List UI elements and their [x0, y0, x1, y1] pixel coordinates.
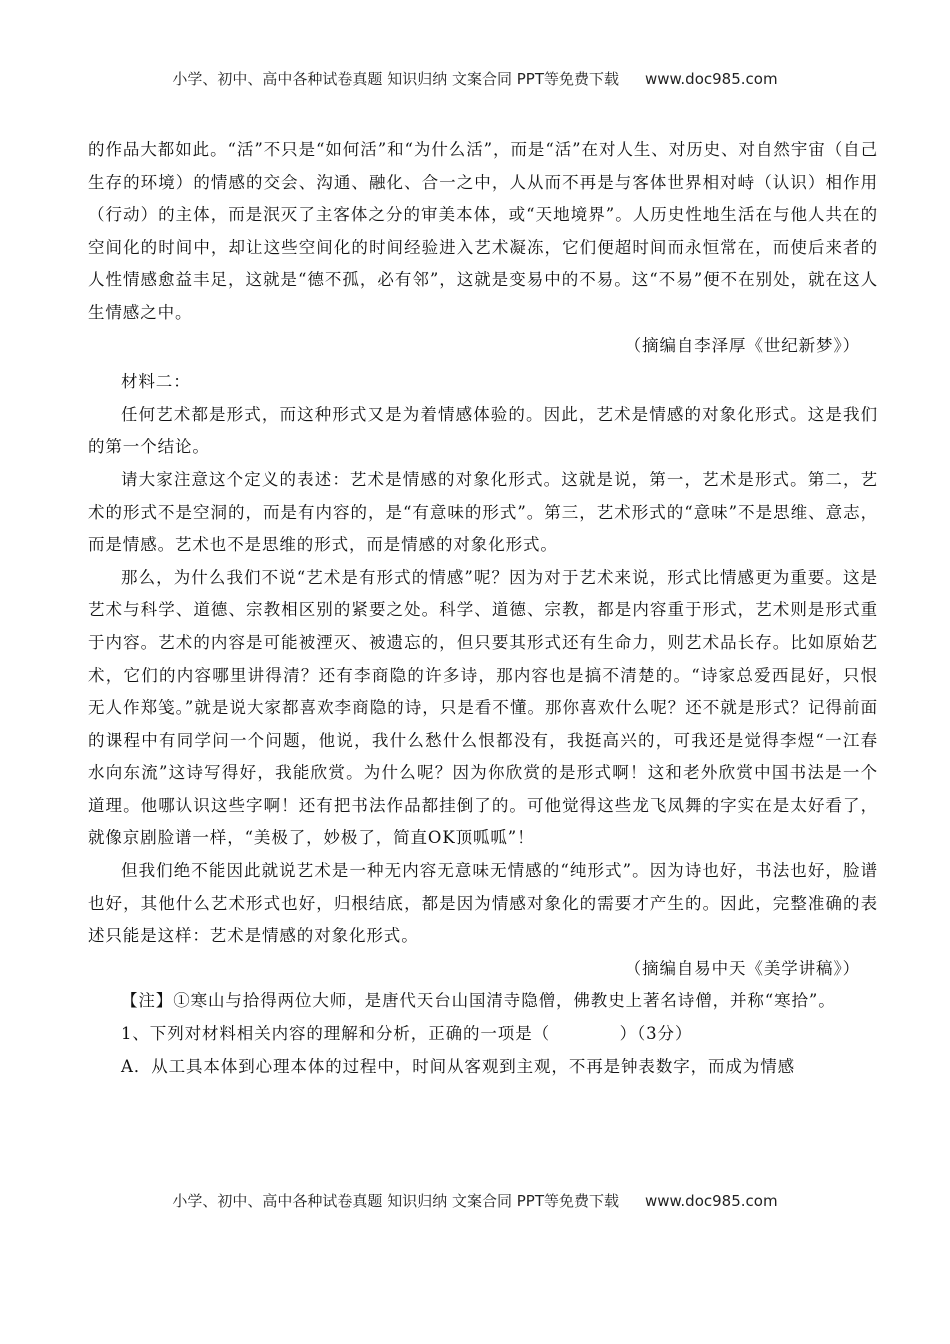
header-text: 小学、初中、高中各种试卷真题 知识归纳 文案合同 PPT等免费下载	[172, 70, 619, 88]
page-header	[0, 68, 950, 89]
material2-paragraph: 任何艺术都是形式，而这种形式又是为着情感体验的。因此，艺术是情感的对象化形式。这是我们的第一个结论。	[88, 404, 878, 457]
material1-source: （摘编自李泽厚《世纪新梦》）	[624, 335, 860, 355]
material2-paragraph: 那么，为什么我们不说“艺术是有形式的情感”呢？因为对于艺术来说，形式比情感更为重要。这是艺术与科学、道德、宗教相区别的紧要之处。科学、道德、宗教，都是内容重于形式，艺术则是形式重于内容。艺术的内容是可能被湮灭、被遗忘的，但只要其形式还有生命力，则艺术品长存。比如原始艺术，它们的内容哪里讲得清？还有李商隐的许多诗，那内容也是搞不清楚的。“诗家总爱西昆好，只恨无人作郑笺。”就是说大家都喜欢李商隐的诗，只是看不懂。那你喜欢什么呢？还不就是形式？记得前面的课程中有同学问一个问题，他说，我什么愁什么恨都没有，我挺高兴的，可我还是觉得李煜“一江春水向东流”这诗写得好，我能欣赏。为什么呢？因为你欣赏的是形式啊！这和老外欣赏中国书法是一个道理。他哪认识这些字啊！还有把书法作品都挂倒了的。可他觉得这些龙飞凤舞的字实在是太好看了，就像京剧脸谱一样，“美极了，妙极了，简直OK顶呱呱”！	[88, 567, 878, 848]
material2-paragraph: 但我们绝不能因此就说艺术是一种无内容无意味无情感的“纯形式”。因为诗也好，书法也好，脸谱也好，其他什么艺术形式也好，归根结底，都是因为情感对象化的需要才产生的。因此，完整准确的表述只能是这样：艺术是情感的对象化形式。	[88, 861, 878, 946]
document-body	[88, 134, 878, 1083]
material2-paragraph: 请大家注意这个定义的表述：艺术是情感的对象化形式。这就是说，第一，艺术是形式。第二，艺术的形式不是空洞的，而是有内容的，是“有意味的形式”。第三，艺术形式的“意味”不是思维、意志，而是情感。艺术也不是思维的形式，而是情感的对象化形式。	[88, 469, 878, 555]
header-site[interactable]: www.doc985.com	[644, 70, 778, 88]
footer-site[interactable]: www.doc985.com	[644, 1192, 778, 1210]
material2-heading: 材料二：	[121, 372, 191, 392]
note: 【注】①寒山与拾得两位大师，是唐代天台山国清寺隐僧，佛教史上著名诗僧，并称“寒拾”。	[121, 991, 836, 1011]
footer-text: 小学、初中、高中各种试卷真题 知识归纳 文案合同 PPT等免费下载	[172, 1192, 619, 1210]
page-footer	[0, 1190, 950, 1211]
material1-paragraph: 的作品大都如此。“活”不只是“如何活”和“为什么活”，而是“活”在对人生、对历史、对自然宇宙（自己生存的环境）的情感的交会、沟通、融化、合一之中，人从而不再是与客体世界相对峙（认识）相作用（行动）的主体，而是泯灭了主客体之分的审美本体，或“天地境界”。人历史性地生活在与他人共在的空间化的时间中，却让这些空间化的时间经验进入艺术凝冻，它们便超时间而永恒常在，而使后来者的人性情感愈益丰足，这就是“德不孤，必有邻”，这就是变易中的不易。这“不易”便不在别处，就在这人生情感之中。	[88, 140, 878, 322]
material2-source: （摘编自易中天《美学讲稿》）	[624, 958, 860, 978]
question1-option-a: A．从工具本体到心理本体的过程中，时间从客观到主观，不再是钟表数字，而成为情感	[121, 1056, 796, 1076]
question1-stem: 1、下列对材料相关内容的理解和分析，正确的一项是（ ）（3分）	[121, 1024, 693, 1044]
